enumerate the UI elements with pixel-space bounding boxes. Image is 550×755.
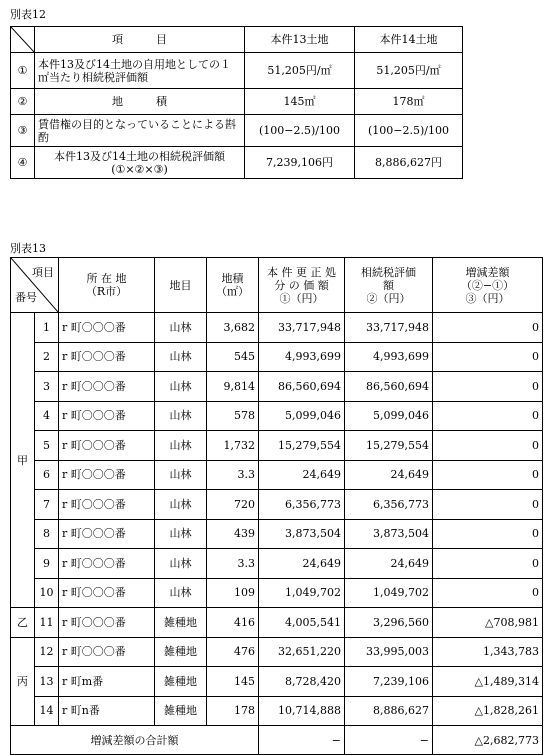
row-mark: ③ xyxy=(11,115,35,147)
row-tax: 6,356,773 xyxy=(345,490,433,520)
header-number-label: 番号 xyxy=(15,291,37,304)
row-location: r 町〇〇〇番 xyxy=(59,519,155,549)
row-area: 578 xyxy=(207,401,259,431)
table-row xyxy=(11,667,543,697)
total-diff: △2,682,773 xyxy=(433,726,543,755)
row-price: 33,717,948 xyxy=(259,313,345,343)
row-number: 1 xyxy=(35,313,59,343)
header-area-line2: （㎡） xyxy=(216,285,249,298)
table13 xyxy=(10,257,543,755)
table-row xyxy=(11,578,543,608)
row-price: 6,356,773 xyxy=(259,490,345,520)
row-category: 山林 xyxy=(155,372,207,402)
row-tax: 33,717,948 xyxy=(345,313,433,343)
row-price: 10,714,888 xyxy=(259,696,345,726)
group-label: 丙 xyxy=(11,637,35,726)
row-location: r 町〇〇〇番 xyxy=(59,460,155,490)
table-row xyxy=(11,313,543,343)
row-area: 109 xyxy=(207,578,259,608)
row-price: 4,005,541 xyxy=(259,608,345,638)
row-tax: 24,649 xyxy=(345,460,433,490)
row-category: 山林 xyxy=(155,342,207,372)
row-diff: 0 xyxy=(433,549,543,579)
row-category: 雑種地 xyxy=(155,696,207,726)
row-price: 24,649 xyxy=(259,549,345,579)
table-row xyxy=(11,519,543,549)
table12-row xyxy=(11,147,463,179)
row-category: 山林 xyxy=(155,431,207,461)
row-price: 1,049,702 xyxy=(259,578,345,608)
table13-header-row xyxy=(11,258,543,313)
row-number: 12 xyxy=(35,637,59,667)
row-location: r 町〇〇〇番 xyxy=(59,401,155,431)
row-label: 地 積 xyxy=(35,89,245,115)
row-category: 山林 xyxy=(155,313,207,343)
row-price: 4,993,699 xyxy=(259,342,345,372)
row-diff: 0 xyxy=(433,313,543,343)
row-location: r 町〇〇〇番 xyxy=(59,637,155,667)
table-row xyxy=(11,401,543,431)
row-area: 3.3 xyxy=(207,549,259,579)
row-area: 1,732 xyxy=(207,431,259,461)
row-area: 3,682 xyxy=(207,313,259,343)
row-price: 32,651,220 xyxy=(259,637,345,667)
row-number: 6 xyxy=(35,460,59,490)
row-number: 9 xyxy=(35,549,59,579)
header-area-line1: 地積 xyxy=(221,272,244,285)
total-price: − xyxy=(259,726,345,755)
row-diff: 0 xyxy=(433,401,543,431)
row-price: 86,560,694 xyxy=(259,372,345,402)
row-tax: 5,099,046 xyxy=(345,401,433,431)
table-row xyxy=(11,608,543,638)
header-diff-line1: 増減差額 xyxy=(465,265,510,279)
header-diff xyxy=(433,258,543,313)
header-tax-line3: ②（円） xyxy=(366,291,411,305)
total-tax: − xyxy=(345,726,433,755)
row-category: 山林 xyxy=(155,460,207,490)
table12 xyxy=(10,26,463,179)
row-diff: 0 xyxy=(433,519,543,549)
table13-corner-cell xyxy=(11,258,59,313)
row-category: 雑種地 xyxy=(155,667,207,697)
table13-total-row xyxy=(11,726,543,755)
row-area: 416 xyxy=(207,608,259,638)
table-row xyxy=(11,342,543,372)
row-price: 3,873,504 xyxy=(259,519,345,549)
header-category: 地目 xyxy=(155,258,207,313)
header-tax xyxy=(345,258,433,313)
table-row xyxy=(11,637,543,667)
row-location: r 町〇〇〇番 xyxy=(59,578,155,608)
row-area: 720 xyxy=(207,490,259,520)
row-number: 8 xyxy=(35,519,59,549)
table-row xyxy=(11,431,543,461)
row-diff: △708,981 xyxy=(433,608,543,638)
row-category: 山林 xyxy=(155,490,207,520)
row-value-13: 51,205円/㎡ xyxy=(245,53,355,89)
row-diff: 0 xyxy=(433,578,543,608)
row-tax: 8,886,627 xyxy=(345,696,433,726)
header-location xyxy=(59,258,155,313)
row-number: 2 xyxy=(35,342,59,372)
row-value-14: 51,205円/㎡ xyxy=(355,53,463,89)
row-location: r 町〇〇〇番 xyxy=(59,372,155,402)
row-category: 山林 xyxy=(155,578,207,608)
row-tax: 33,995,003 xyxy=(345,637,433,667)
row-mark: ② xyxy=(11,89,35,115)
row-number: 13 xyxy=(35,667,59,697)
row-area: 545 xyxy=(207,342,259,372)
table12-header-item: 項 目 xyxy=(35,27,245,53)
header-location-line1: 所 在 地 xyxy=(86,272,127,285)
row-tax: 24,649 xyxy=(345,549,433,579)
row-location: r 町m番 xyxy=(59,667,155,697)
header-price xyxy=(259,258,345,313)
row-tax: 4,993,699 xyxy=(345,342,433,372)
row-price: 8,728,420 xyxy=(259,667,345,697)
table12-caption: 別表12 xyxy=(10,8,46,21)
row-number: 7 xyxy=(35,490,59,520)
header-price-line2: 分 の 価 額 xyxy=(274,278,329,292)
table12-corner-cell xyxy=(11,27,35,53)
row-tax: 15,279,554 xyxy=(345,431,433,461)
row-value-13: (100−2.5)/100 xyxy=(245,115,355,147)
row-area: 439 xyxy=(207,519,259,549)
row-category: 山林 xyxy=(155,519,207,549)
header-diff-line2: （②−①） xyxy=(460,278,515,292)
row-area: 145 xyxy=(207,667,259,697)
header-tax-line1: 相続税評価 xyxy=(361,265,416,279)
row-price: 5,099,046 xyxy=(259,401,345,431)
header-item-label: 項目 xyxy=(32,266,54,279)
table12-header-col13: 本件13土地 xyxy=(245,27,355,53)
row-location: r 町〇〇〇番 xyxy=(59,608,155,638)
row-area: 9,814 xyxy=(207,372,259,402)
row-value-14: 8,886,627円 xyxy=(355,147,463,179)
table-row xyxy=(11,490,543,520)
row-value-14: 178㎡ xyxy=(355,89,463,115)
row-diff: 1,343,783 xyxy=(433,637,543,667)
row-location: r 町〇〇〇番 xyxy=(59,342,155,372)
row-tax: 7,239,106 xyxy=(345,667,433,697)
table12-header-col14: 本件14土地 xyxy=(355,27,463,53)
row-label-line1: 本件13及び14土地の相続税評価額 xyxy=(54,149,225,163)
row-diff: 0 xyxy=(433,342,543,372)
header-tax-line2: 額 xyxy=(383,278,394,292)
group-label: 乙 xyxy=(11,608,35,638)
row-tax: 86,560,694 xyxy=(345,372,433,402)
row-label: 賃借権の目的となっていることによる斟酌 xyxy=(35,115,245,147)
row-mark: ④ xyxy=(11,147,35,179)
row-number: 10 xyxy=(35,578,59,608)
row-category: 雑種地 xyxy=(155,637,207,667)
row-value-13: 145㎡ xyxy=(245,89,355,115)
row-number: 11 xyxy=(35,608,59,638)
row-value-14: (100−2.5)/100 xyxy=(355,115,463,147)
row-number: 5 xyxy=(35,431,59,461)
header-location-line2: （R市） xyxy=(85,285,128,298)
row-number: 3 xyxy=(35,372,59,402)
row-diff: △1,828,261 xyxy=(433,696,543,726)
row-label-line2: (①×②×③) xyxy=(111,162,168,176)
row-area: 178 xyxy=(207,696,259,726)
table-row xyxy=(11,549,543,579)
table13-caption: 別表13 xyxy=(10,242,46,255)
row-number: 14 xyxy=(35,696,59,726)
row-label xyxy=(35,147,245,179)
row-mark: ① xyxy=(11,53,35,89)
header-diff-line3: ③（円） xyxy=(465,291,510,305)
row-category: 山林 xyxy=(155,549,207,579)
row-value-13: 7,239,106円 xyxy=(245,147,355,179)
row-diff: 0 xyxy=(433,460,543,490)
row-tax: 1,049,702 xyxy=(345,578,433,608)
row-location: r 町n番 xyxy=(59,696,155,726)
total-label: 増減差額の合計額 xyxy=(11,726,259,755)
table12-row xyxy=(11,53,463,89)
row-location: r 町〇〇〇番 xyxy=(59,313,155,343)
row-tax: 3,296,560 xyxy=(345,608,433,638)
table-row xyxy=(11,372,543,402)
row-label: 本件13及び14土地の自用地としての１㎡当たり相続税評価額 xyxy=(35,53,245,89)
header-price-line1: 本 件 更 正 処 xyxy=(267,265,336,279)
row-price: 24,649 xyxy=(259,460,345,490)
row-category: 山林 xyxy=(155,401,207,431)
row-number: 4 xyxy=(35,401,59,431)
row-tax: 3,873,504 xyxy=(345,519,433,549)
table-row xyxy=(11,696,543,726)
row-area: 3.3 xyxy=(207,460,259,490)
header-area xyxy=(207,258,259,313)
row-diff: 0 xyxy=(433,372,543,402)
group-label: 甲 xyxy=(11,313,35,608)
row-location: r 町〇〇〇番 xyxy=(59,549,155,579)
row-category: 雑種地 xyxy=(155,608,207,638)
row-location: r 町〇〇〇番 xyxy=(59,490,155,520)
table-row xyxy=(11,460,543,490)
header-price-line3: ①（円） xyxy=(279,291,324,305)
table12-row xyxy=(11,115,463,147)
table12-row xyxy=(11,89,463,115)
row-price: 15,279,554 xyxy=(259,431,345,461)
row-diff: △1,489,314 xyxy=(433,667,543,697)
row-area: 476 xyxy=(207,637,259,667)
row-diff: 0 xyxy=(433,431,543,461)
row-location: r 町〇〇〇番 xyxy=(59,431,155,461)
row-diff: 0 xyxy=(433,490,543,520)
